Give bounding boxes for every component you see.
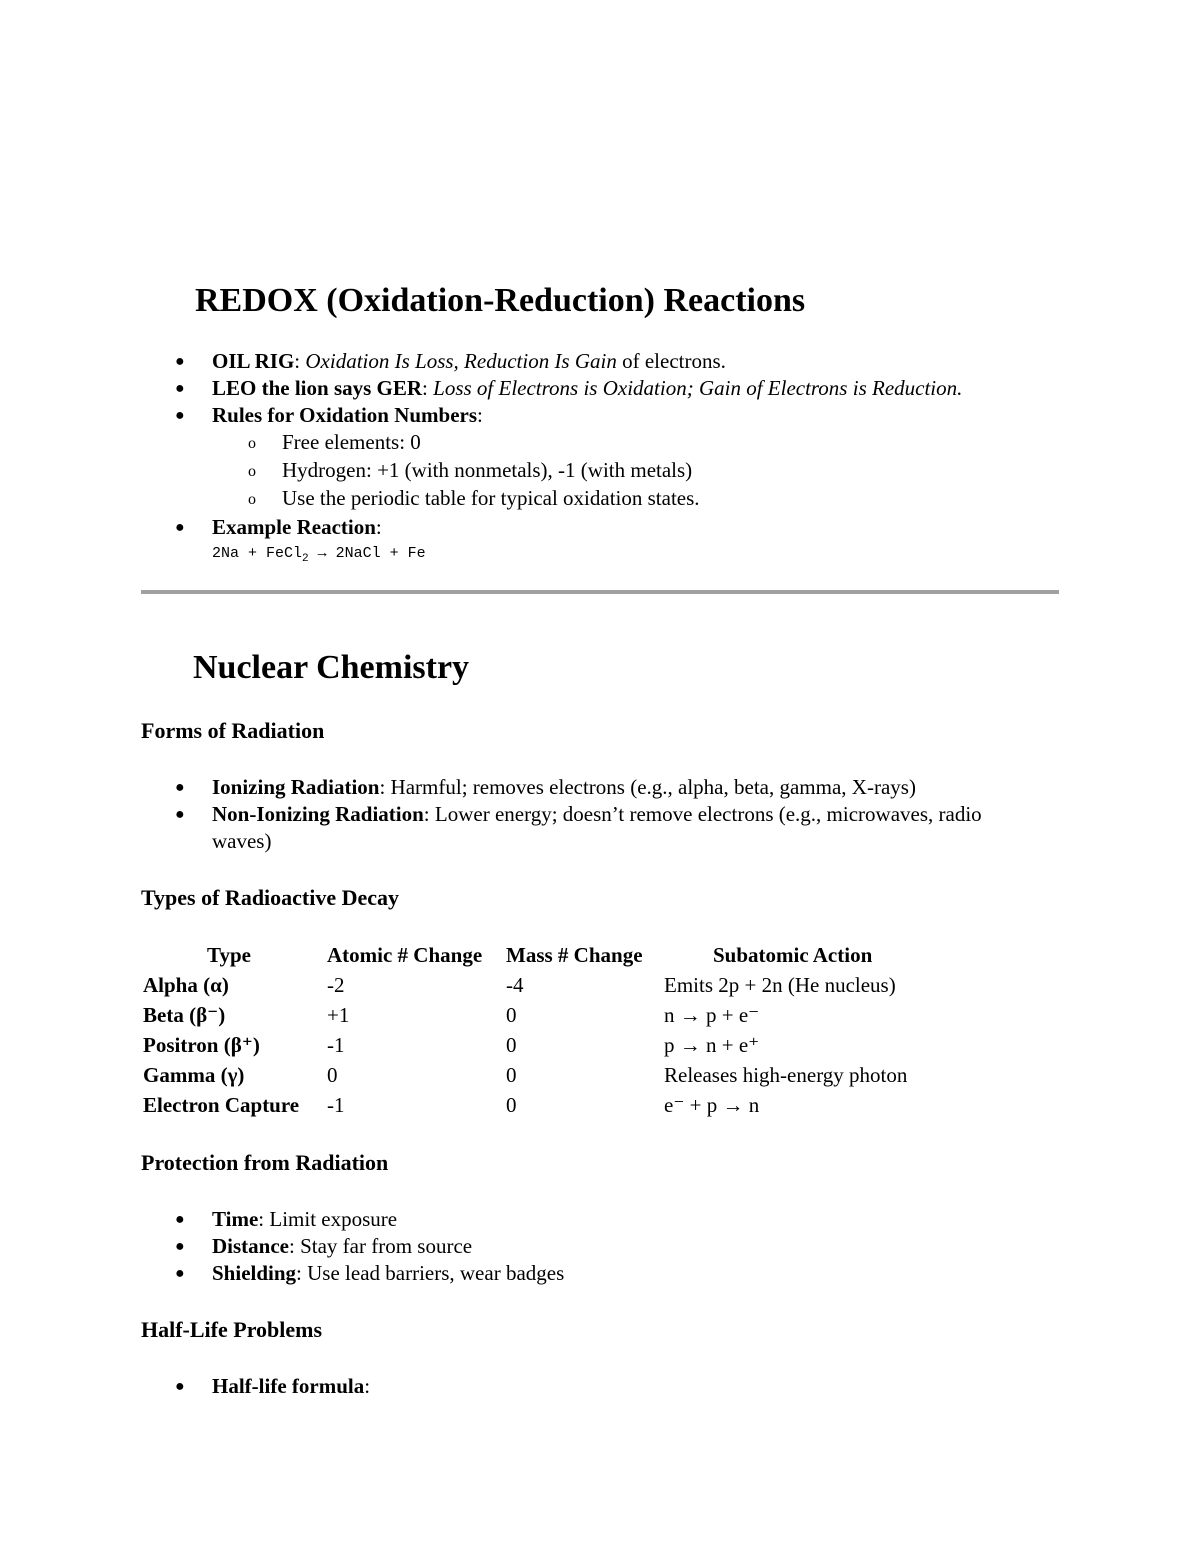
bullet-icon: ● [175, 519, 185, 536]
table-cell: -1 [327, 1033, 345, 1057]
table-cell: -2 [327, 973, 345, 997]
table-header: Type [207, 943, 251, 967]
table-header: Subatomic Action [713, 943, 873, 967]
item-italic: Oxidation Is Loss, Reduction Is Gain [305, 349, 617, 373]
redox-title: REDOX (Oxidation-Reduction) Reactions [195, 282, 806, 319]
decay-heading: Types of Radioactive Decay [141, 885, 400, 910]
table-cell: Releases high-energy photon [664, 1063, 908, 1087]
bullet-icon: ● [175, 380, 185, 397]
nuclear-title: Nuclear Chemistry [193, 649, 470, 686]
list-item: ● Example Reaction: [175, 515, 382, 539]
list-item: ● Distance: Stay far from source [175, 1234, 473, 1258]
item-term: LEO the lion says GER [212, 376, 423, 400]
table-cell: 0 [506, 1003, 517, 1027]
table-cell: Emits 2p + 2n (He nucleus) [664, 973, 896, 997]
list-item: ● OIL RIG: Oxidation Is Loss, Reduction Is Gain of electrons. [175, 349, 726, 373]
bullet-icon: ● [175, 1238, 185, 1255]
item-term: Half-life formula [212, 1374, 365, 1398]
item-term: Example Reaction [212, 515, 376, 539]
item-term: Time [212, 1207, 259, 1231]
table-header: Atomic # Change [327, 943, 483, 967]
table-cell: 0 [506, 1093, 517, 1117]
table-cell: Positron (β⁺) [143, 1033, 260, 1057]
table-cell: e⁻ + p → n [664, 1093, 760, 1117]
list-item: ● Shielding: Use lead barriers, wear badges [175, 1261, 565, 1285]
circle-bullet-icon: o [248, 491, 256, 508]
bullet-icon: ● [175, 1211, 185, 1228]
item-term: OIL RIG [212, 349, 295, 373]
item-term: Distance [212, 1234, 289, 1258]
table-cell: -1 [327, 1093, 345, 1117]
example-equation: 2Na + FeCl$_2$ → 2NaCl + Fe [212, 545, 426, 565]
item-term: Rules for Oxidation Numbers [212, 403, 478, 427]
bullet-icon: ● [175, 1378, 185, 1395]
sub-list-item: o Use the periodic table for typical oxidation states. [282, 485, 700, 512]
bullet-icon: ● [175, 1265, 185, 1282]
table-cell: Gamma (γ) [143, 1063, 245, 1087]
circle-bullet-icon: o [248, 463, 256, 480]
list-item: ● Non-Ionizing Radiation: Lower energy; doesn’t remove electrons (e.g., microwaves, radio waves) [175, 802, 982, 853]
list-item: ● Half-life formula: [175, 1374, 371, 1398]
table-cell: -4 [506, 973, 524, 997]
halflife-heading: Half-Life Problems [141, 1317, 323, 1342]
bullet-icon: ● [175, 353, 185, 370]
bullet-icon: ● [175, 779, 185, 796]
table-cell: 0 [506, 1063, 517, 1087]
item-term: Non-Ionizing Radiation [212, 802, 424, 826]
table-cell: +1 [327, 1003, 350, 1027]
item-italic: Loss of Electrons is Oxidation; Gain of Electrons is Reduction. [433, 376, 963, 400]
item-term: Shielding [212, 1261, 297, 1285]
bullet-icon: ● [175, 806, 185, 823]
table-cell: n → p + e⁻ [664, 1003, 760, 1027]
table-cell: 0 [506, 1033, 517, 1057]
table-header: Mass # Change [506, 943, 643, 967]
list-item: ● Time: Limit exposure [175, 1207, 398, 1231]
table-cell: p → n + e⁺ [664, 1033, 760, 1057]
sub-list-item: o Hydrogen: +1 (with nonmetals), -1 (with metals) [282, 457, 692, 484]
list-item: ● Ionizing Radiation: Harmful; removes electrons (e.g., alpha, beta, gamma, X-rays) [175, 775, 916, 799]
circle-bullet-icon: o [248, 435, 256, 452]
list-item: ● Rules for Oxidation Numbers: [175, 403, 483, 427]
sub-list-item: o Free elements: 0 [282, 429, 421, 456]
table-cell: Alpha (α) [143, 973, 229, 997]
table-cell: Beta (β⁻) [143, 1003, 226, 1027]
list-item: ● LEO the lion says GER: Loss of Electrons is Oxidation; Gain of Electrons is Reduction. [175, 376, 963, 400]
table-cell: 0 [327, 1063, 338, 1087]
protection-heading: Protection from Radiation [141, 1150, 389, 1175]
horizontal-divider [141, 590, 1059, 594]
forms-heading: Forms of Radiation [141, 718, 325, 743]
bullet-icon: ● [175, 407, 185, 424]
item-term: Ionizing Radiation [212, 775, 380, 799]
table-cell: Electron Capture [143, 1093, 300, 1117]
